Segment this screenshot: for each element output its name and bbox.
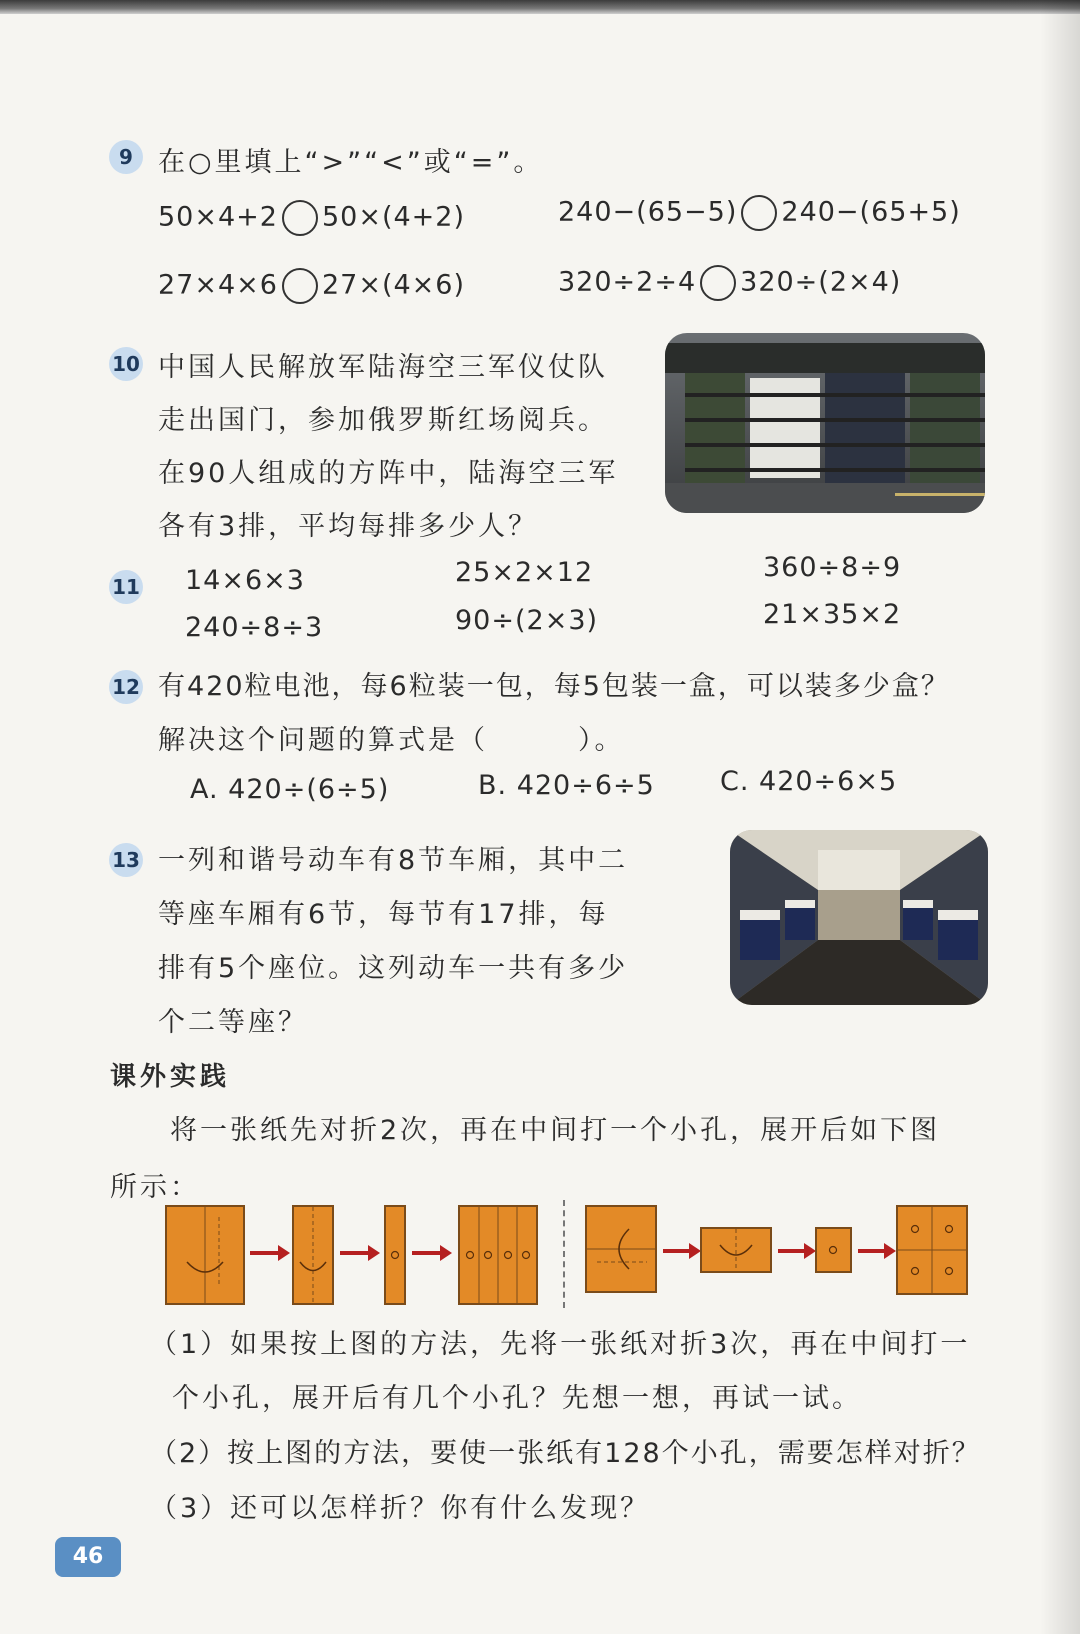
practice-section-title: 课外实践 [110,1062,231,1092]
compare-circle[interactable] [700,265,736,301]
q13-line-3: 排有5个座位。这列动车一共有多少 [158,953,629,984]
question-number-10: 10 [109,347,143,381]
q9-row1-a [158,200,465,236]
paper-step-3 [384,1205,406,1305]
q11-item-1: 14×6×3 [185,565,305,596]
arrow-right-icon [778,1249,806,1253]
practice-intro-line-2: 所示： [110,1172,200,1203]
page-number: 46 [55,1537,121,1577]
q9-r2b-right: 320÷(2×4) [740,266,902,298]
q10-line-4: 各有3排，平均每排多少人？ [158,511,539,542]
q12-option-c[interactable]: C. 420÷6×5 [720,766,898,797]
practice-q2: （2）按上图的方法，要使一张纸有128个小孔，需要怎样对折？ [150,1438,981,1469]
paper-step-2b [700,1227,772,1273]
q11-item-3: 360÷8÷9 [763,552,902,583]
paper-unfolded-4-holes-grid [896,1205,968,1295]
q10-line-1: 中国人民解放军陆海空三军仪仗队 [158,352,608,383]
diagram-divider [563,1200,565,1308]
compare-circle[interactable] [282,200,318,236]
paper-step-1 [165,1205,245,1305]
q9-r1a-right: 50×(4+2) [321,201,465,233]
arrow-right-icon [250,1251,280,1255]
q9-r1b-right: 240−(65+5) [781,196,961,228]
q11-item-4: 240÷8÷3 [185,612,324,643]
q13-line-4: 个二等座？ [158,1007,308,1038]
page-top-edge [0,0,1080,14]
q12-option-a[interactable]: A. 420÷(6÷5) [190,774,390,805]
compare-circle[interactable] [741,195,777,231]
train-interior-photo [730,830,988,1005]
arrow-right-icon [663,1249,691,1253]
paper-step-2 [292,1205,334,1305]
practice-q1-line-2: 个小孔，展开后有几个小孔？先想一想，再试一试。 [172,1383,862,1414]
question-number-13: 13 [109,843,143,877]
paper-unfolded-4-holes [458,1205,538,1305]
paper-step-3b [815,1227,852,1273]
honor-guard-photo [665,333,985,513]
q9-row2-a [158,268,465,304]
q9-r2a-right: 27×(4×6) [321,269,465,301]
q9-prompt: 在○里填上“>”“<”或“=”。 [158,147,544,178]
q9-r2a-left: 27×4×6 [158,269,278,301]
practice-q3: （3）还可以怎样折？你有什么发现？ [150,1493,651,1524]
q13-line-2: 等座车厢有6节，每节有17排，每 [158,899,609,930]
q13-line-1: 一列和谐号动车有8节车厢，其中二 [158,845,629,876]
q12-option-b[interactable]: B. 420÷6÷5 [478,770,655,801]
practice-intro-line-1: 将一张纸先对折2次，再在中间打一个小孔，展开后如下图 [170,1115,941,1146]
q11-item-5: 90÷(2×3) [455,605,599,636]
q9-row1-b [558,195,961,231]
compare-circle[interactable] [282,268,318,304]
practice-q1-line-1: （1）如果按上图的方法，先将一张纸对折3次，再在中间打一 [150,1329,971,1360]
question-number-9: 9 [109,140,143,174]
q9-r1a-left: 50×4+2 [158,201,278,233]
arrow-right-icon [340,1251,370,1255]
q10-line-2: 走出国门，参加俄罗斯红场阅兵。 [158,405,608,436]
paper-step-1b [585,1205,657,1293]
page-right-shadow [1040,0,1080,1634]
q12-line-2: 解决这个问题的算式是（ ）。 [158,725,625,756]
q9-row2-b [558,265,901,301]
arrow-right-icon [858,1249,886,1253]
q11-item-2: 25×2×12 [455,557,594,588]
arrow-right-icon [412,1251,442,1255]
question-number-11: 11 [109,570,143,604]
q9-r1b-left: 240−(65−5) [558,196,738,228]
question-number-12: 12 [109,670,143,704]
q12-line-1: 有420粒电池，每6粒装一包，每5包装一盒，可以装多少盒？ [158,671,950,702]
q9-r2b-left: 320÷2÷4 [558,266,697,298]
q10-line-3: 在90人组成的方阵中，陆海空三军 [158,458,619,489]
q11-item-6: 21×35×2 [763,599,902,630]
